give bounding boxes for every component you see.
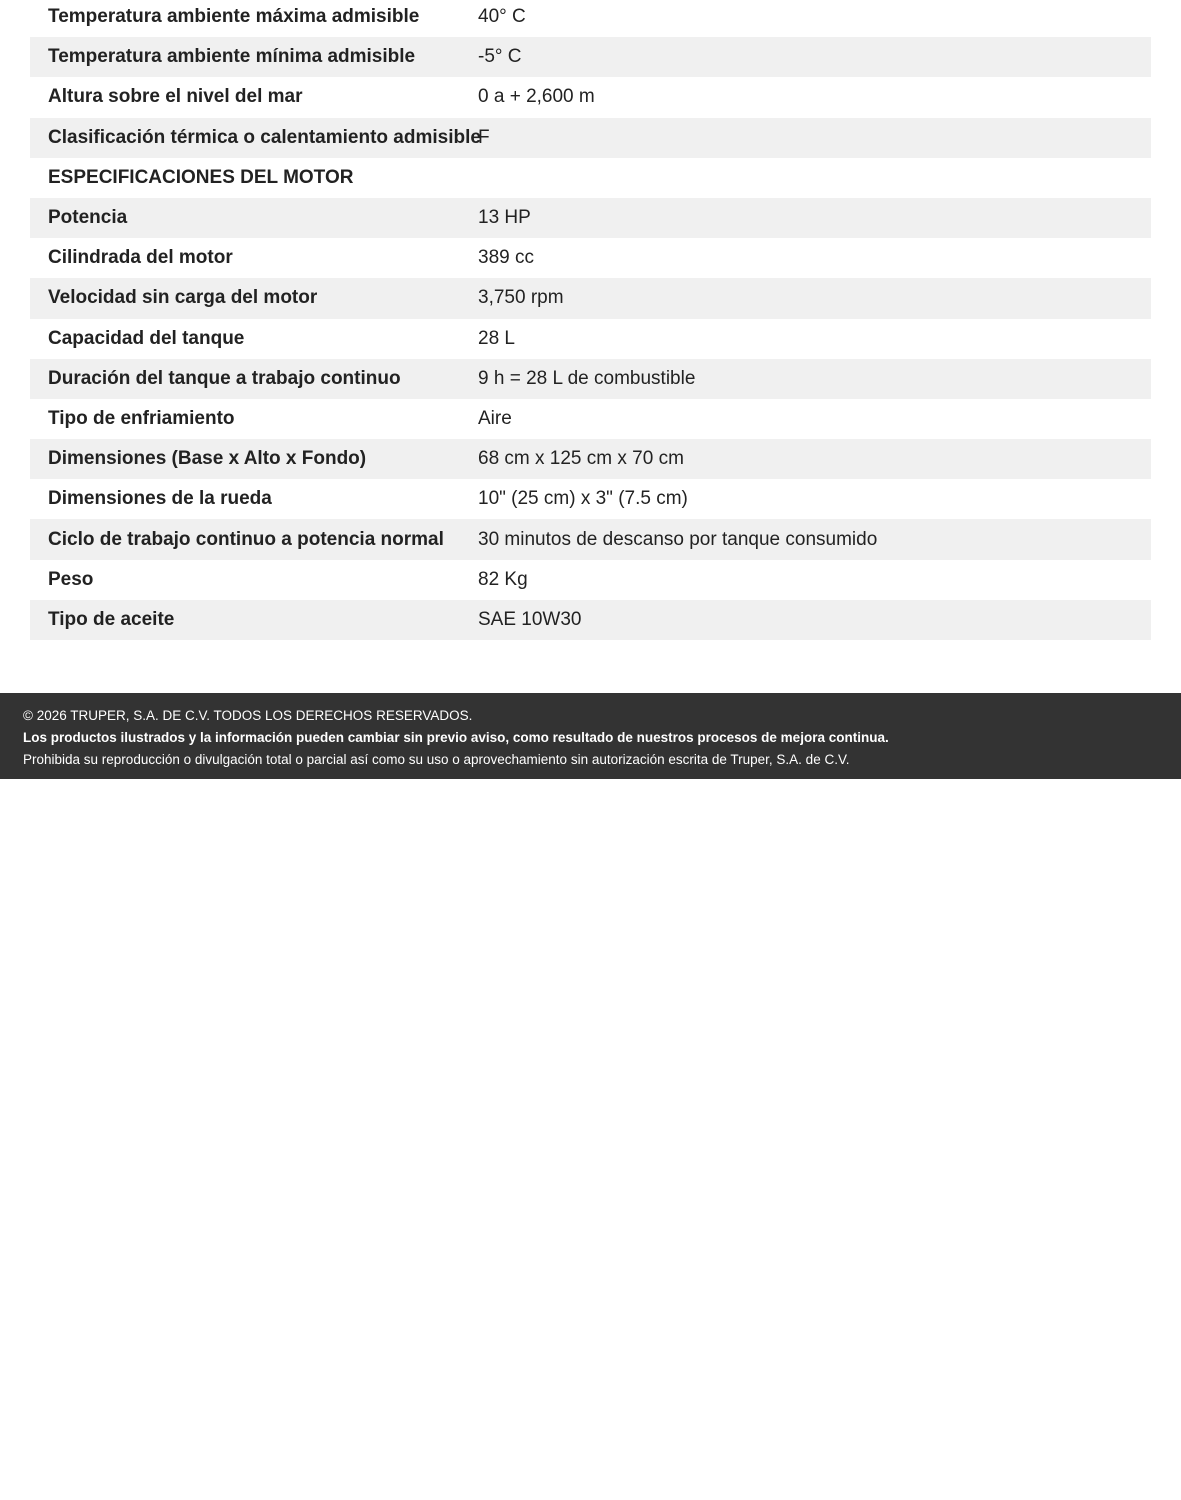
spec-row-tank-capacity (30, 319, 1151, 359)
spec-value: -5° C (478, 46, 522, 68)
spec-label: Potencia (48, 207, 128, 229)
footer-prohibition: Prohibida su reproducción o divulgación total o parcial así como su uso o aprovechamiento sin autorización escrita de Truper, S.A. de C.V. (23, 752, 850, 767)
spec-value: 10" (25 cm) x 3" (7.5 cm) (478, 488, 688, 510)
spec-label: Peso (48, 568, 94, 590)
spec-value: 3,750 rpm (478, 287, 564, 309)
spec-label: Temperatura ambiente mínima admisible (48, 46, 416, 68)
footer (0, 693, 1181, 779)
spec-value: F (478, 126, 490, 148)
spec-label: Duración del tanque a trabajo continuo (48, 367, 401, 389)
spec-value: 40° C (478, 6, 526, 28)
footer-notice: Los productos ilustrados y la información pueden cambiar sin previo aviso, como resultado de nuestros procesos de mejora continua. (23, 730, 889, 745)
spec-row-power (30, 198, 1151, 238)
spec-label: Dimensiones (Base x Alto x Fondo) (48, 448, 367, 470)
spec-row-duty-cycle (30, 519, 1151, 559)
spec-row-tank-duration (30, 359, 1151, 399)
spec-row-weight (30, 560, 1151, 600)
spec-label: Velocidad sin carga del motor (48, 287, 318, 309)
spec-value: 30 minutos de descanso por tanque consumido (478, 528, 878, 550)
spec-row-displacement (30, 238, 1151, 278)
spec-row-wheel-dimensions (30, 479, 1151, 519)
spec-label: Clasificación térmica o calentamiento admisible (48, 126, 481, 148)
spec-row-oil-type (30, 600, 1151, 640)
spec-value: 9 h = 28 L de combustible (478, 367, 696, 389)
spec-value: 28 L (478, 327, 515, 349)
spec-row-thermal-class (30, 118, 1151, 158)
spec-label: Tipo de enfriamiento (48, 407, 235, 429)
spec-value: 68 cm x 125 cm x 70 cm (478, 448, 684, 470)
spec-row-no-load-speed (30, 278, 1151, 318)
section-heading: ESPECIFICACIONES DEL MOTOR (48, 166, 354, 188)
spec-table (30, 0, 1151, 640)
spec-value: Aire (478, 407, 512, 429)
spec-value: 0 a + 2,600 m (478, 86, 595, 108)
spec-value: SAE 10W30 (478, 608, 582, 630)
spec-value: 389 cc (478, 247, 534, 269)
spec-label: Capacidad del tanque (48, 327, 245, 349)
spec-row-min-temp (30, 37, 1151, 77)
footer-copyright: © 2026 TRUPER, S.A. DE C.V. TODOS LOS DERECHOS RESERVADOS. (23, 708, 473, 723)
spec-value: 82 Kg (478, 568, 528, 590)
spec-label: Altura sobre el nivel del mar (48, 86, 303, 108)
spec-label: Dimensiones de la rueda (48, 488, 272, 510)
spec-label: Tipo de aceite (48, 608, 175, 630)
spec-row-max-temp (30, 0, 1151, 37)
spec-row-cooling (30, 399, 1151, 439)
spec-label: Ciclo de trabajo continuo a potencia normal (48, 528, 444, 550)
spec-row-altitude (30, 77, 1151, 117)
spec-label: Temperatura ambiente máxima admisible (48, 6, 420, 28)
spec-row-dimensions (30, 439, 1151, 479)
spec-section-heading-motor (30, 158, 1151, 198)
spec-value: 13 HP (478, 207, 531, 229)
spec-label: Cilindrada del motor (48, 247, 233, 269)
